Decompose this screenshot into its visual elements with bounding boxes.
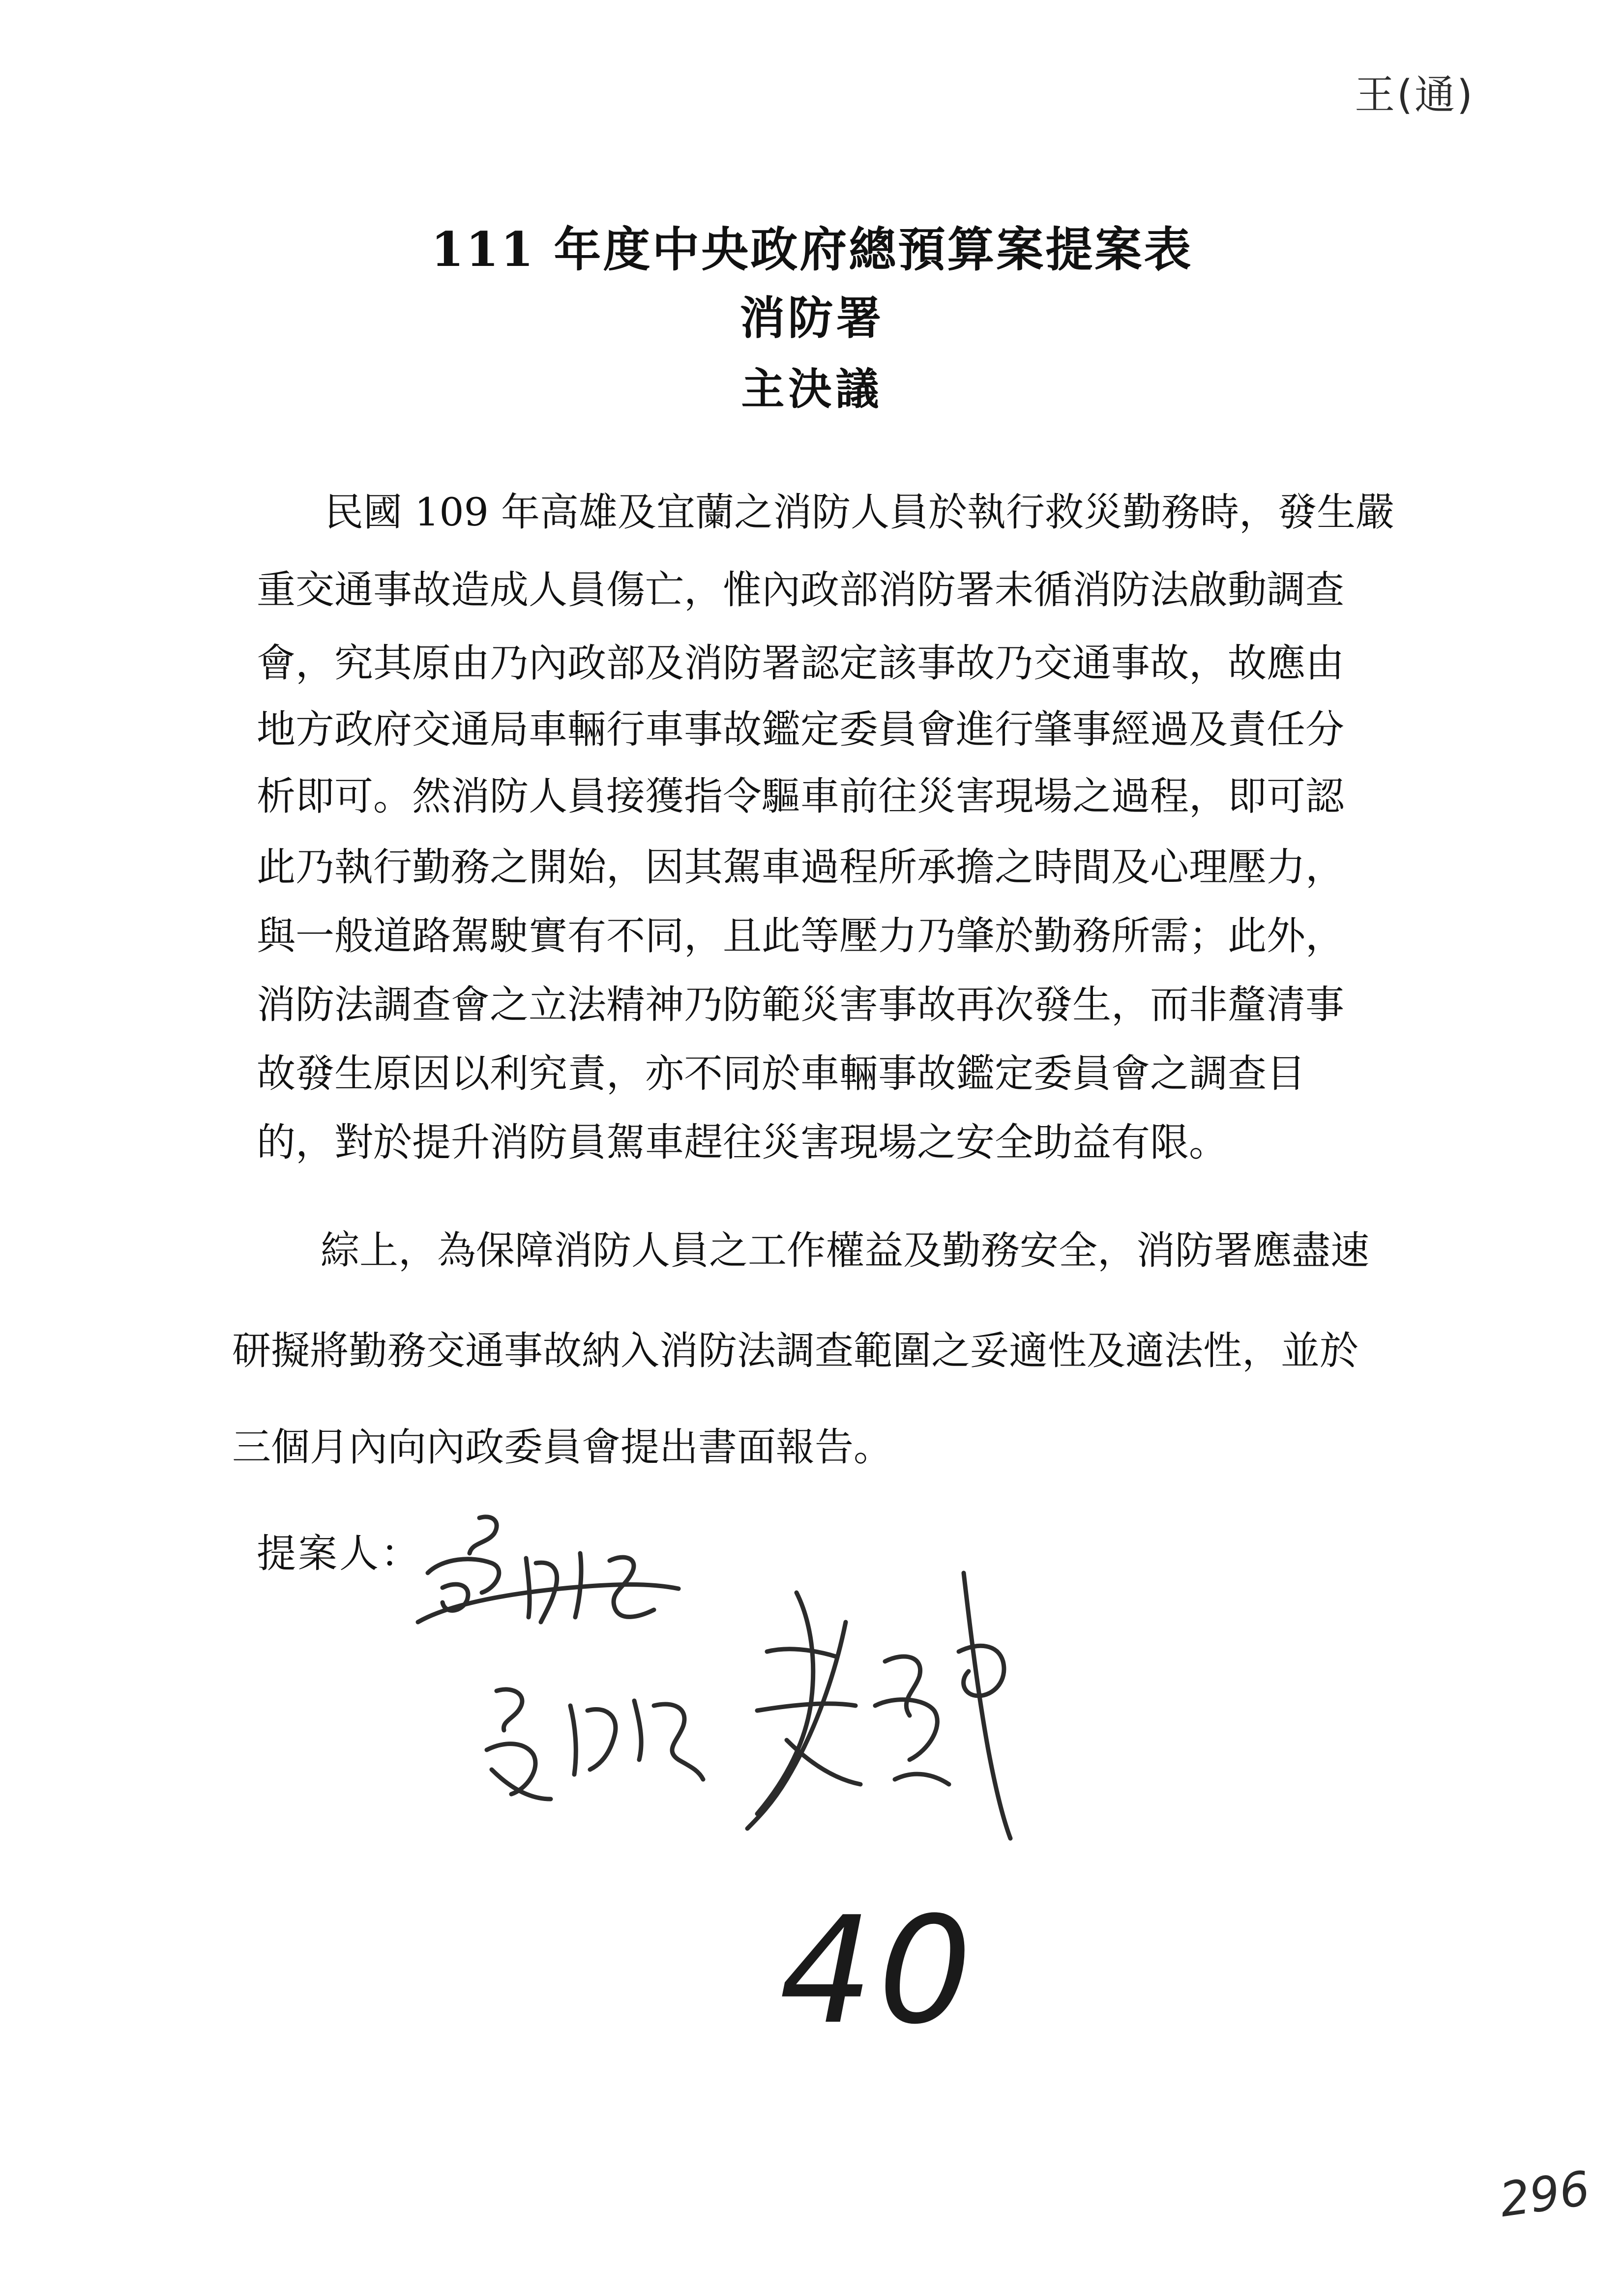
body-line: 與一般道路駕駛實有不同，且此等壓力乃肇於勤務所需；此外， [257, 913, 1344, 959]
handwritten-page-number: 40 [779, 1885, 977, 2057]
body-line: 此乃執行勤務之開始，因其駕車過程所承擔之時間及心理壓力， [257, 844, 1344, 890]
body-line: 重交通事故造成人員傷亡，惟內政部消防署未循消防法啟動調查 [257, 567, 1344, 612]
body-line: 的，對於提升消防員駕車趕往災害現場之安全助益有限。 [257, 1120, 1228, 1165]
agency-title: 消防署 [739, 291, 885, 345]
handwritten-corner-number: 296 [1496, 2160, 1594, 2228]
document-title: 111 年度中央政府總預算案提案表 [431, 222, 1193, 277]
body-line: 研擬將勤務交通事故納入消防法調查範圍之妥適性及適法性，並於 [232, 1328, 1358, 1373]
handwritten-corner-note: 王(通) [1355, 72, 1475, 118]
body-line: 故發生原因以利究責，亦不同於車輛事故鑑定委員會之調查目 [257, 1051, 1305, 1096]
body-line: 三個月內向內政委員會提出書面報告。 [232, 1424, 892, 1470]
proposer-label: 提案人： [257, 1531, 422, 1576]
body-line: 民國 109 年高雄及宜蘭之消防人員於執行救災勤務時，發生嚴 [325, 490, 1395, 535]
body-line: 會，究其原由乃內政部及消防署認定該事故乃交通事故，故應由 [257, 640, 1344, 686]
body-line: 析即可。然消防人員接獲指令驅車前往災害現場之過程，即可認 [257, 774, 1344, 819]
body-line: 地方政府交通局車輛行車事故鑑定委員會進行肇事經過及責任分 [257, 707, 1344, 752]
resolution-type-title: 主決議 [741, 363, 883, 414]
body-line: 消防法調查會之立法精神乃防範災害事故再次發生，而非釐清事 [257, 982, 1344, 1027]
body-line: 綜上，為保障消防人員之工作權益及勤務安全，消防署應盡速 [321, 1228, 1369, 1273]
